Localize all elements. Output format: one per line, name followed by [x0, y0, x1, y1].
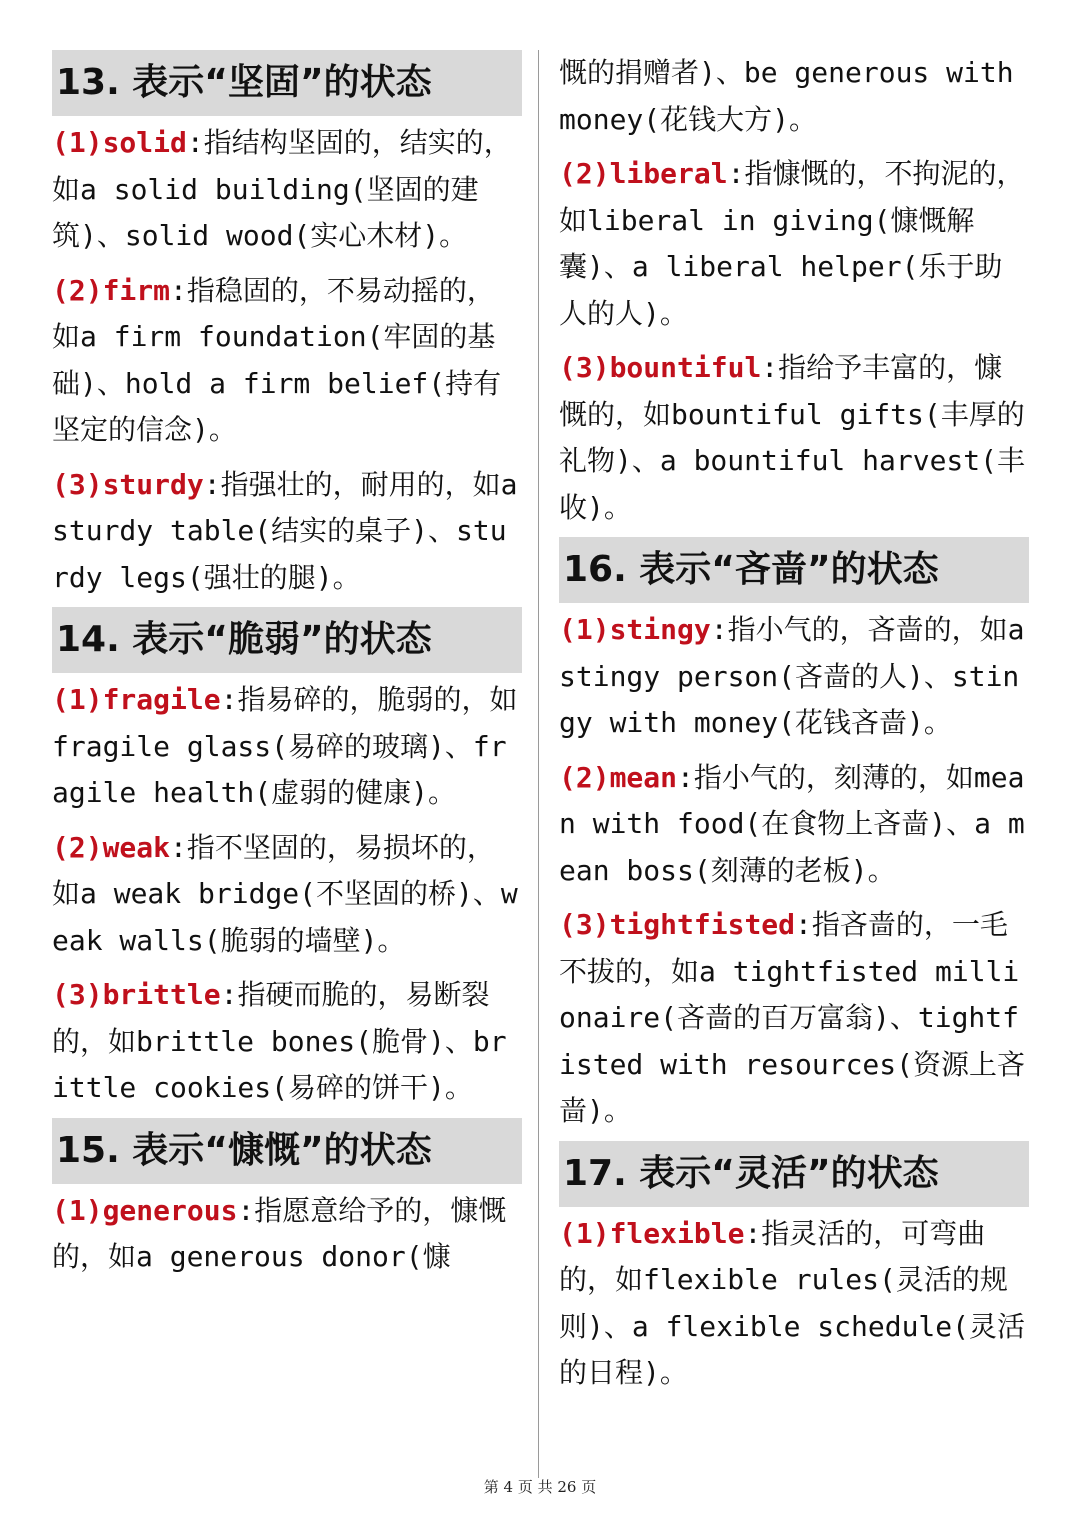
entry-number: (1) — [52, 1193, 103, 1227]
entry-number: (1) — [559, 1216, 610, 1250]
entry-definition: :指硬而脆的，易断裂的，如brittle bones(脆骨)、brittle cookies(易碎的饼干)。 — [52, 978, 507, 1104]
vocab-entry — [52, 462, 522, 602]
entry-definition: :指给予丰富的，慷慨的，如bountiful gifts(丰厚的礼物)、a bountiful harvest(丰收)。 — [559, 351, 1026, 524]
vocab-entry — [559, 607, 1029, 747]
entry-definition: :指小气的，刻薄的，如mean with food(在食物上吝啬)、a mean boss(刻薄的老板)。 — [559, 760, 1025, 887]
vocab-word — [52, 978, 221, 1011]
entry-definition: :指结构坚固的，结实的，如a solid building(坚固的建筑)、solid wood(实心木材)。 — [52, 126, 512, 252]
entry-number: (2) — [52, 273, 103, 307]
entry-number: (3) — [559, 908, 610, 941]
section-heading: 17. 表示“灵活”的状态 — [559, 1141, 1029, 1207]
entry-number: (1) — [52, 683, 103, 716]
vocab-word — [52, 683, 221, 716]
entry-word: weak — [102, 830, 171, 864]
vocab-word — [52, 831, 170, 864]
entry-definition: :指强壮的，耐用的，如a sturdy table(结实的桌子)、sturdy legs(强壮的腿)。 — [52, 467, 518, 594]
entry-word: mean — [609, 760, 678, 794]
section-heading: 16. 表示“吝啬”的状态 — [559, 537, 1029, 603]
vocab-word — [559, 908, 795, 941]
entry-word: brittle — [102, 978, 221, 1011]
vocab-entry — [52, 677, 522, 817]
entry-definition: :指慷慨的，不拘泥的，如liberal in giving(慷慨解囊)、a liberal helper(乐于助人的人)。 — [559, 157, 1025, 330]
entry-number: (3) — [52, 467, 103, 501]
vocab-entry — [52, 120, 522, 260]
entry-word: firm — [102, 273, 171, 307]
section-heading: 14. 表示“脆弱”的状态 — [52, 607, 522, 673]
entry-word: flexible — [609, 1216, 745, 1250]
vocab-word — [559, 1217, 744, 1250]
entry-number: (1) — [559, 613, 610, 646]
entry-number: (3) — [559, 351, 610, 384]
entry-word: sturdy — [102, 467, 204, 501]
entry-definition: :指不坚固的，易损坏的，如a weak bridge(不坚固的桥)、weak walls(脆弱的墙壁)。 — [52, 830, 518, 957]
entry-definition: :指灵活的，可弯曲的，如flexible rules(灵活的规则)、a flexible schedule(灵活的日程)。 — [559, 1216, 1026, 1389]
section-heading: 13. 表示“坚固”的状态 — [52, 50, 522, 116]
section-heading: 15. 表示“慷慨”的状态 — [52, 1118, 522, 1184]
entry-number: (2) — [559, 157, 610, 190]
entry-definition: :指愿意给予的，慷慨的，如a generous donor(慷 — [52, 1193, 507, 1273]
entry-definition: 慨的捐赠者)、be generous with money(花钱大方)。 — [559, 56, 1014, 136]
vocab-entry — [559, 345, 1029, 531]
entry-word: tightfisted — [609, 908, 796, 941]
entry-definition: :指稳固的，不易动摇的，如a firm foundation(牢固的基础)、hold a firm belief(持有坚定的信念)。 — [52, 273, 502, 446]
vocab-word — [52, 1194, 237, 1227]
vocab-word — [52, 126, 187, 159]
column-divider — [538, 50, 539, 1478]
vocab-word — [559, 613, 711, 646]
entry-definition: :指吝啬的，一毛不拔的，如a tightfisted millionaire(吝啬的百万富翁)、tightfisted with resources(资源上吝啬)。 — [559, 908, 1026, 1127]
entry-definition: :指易碎的，脆弱的，如fragile glass(易碎的玻璃)、fragile health(虚弱的健康)。 — [52, 683, 518, 809]
vocab-entry — [52, 825, 522, 965]
entry-word: stingy — [609, 613, 711, 646]
entry-word: fragile — [102, 683, 221, 716]
right-column — [559, 50, 1029, 1397]
vocab-entry — [559, 151, 1029, 337]
vocab-word — [559, 761, 677, 794]
vocab-entry — [559, 50, 1029, 143]
entry-number: (3) — [52, 978, 103, 1011]
vocab-word — [52, 274, 170, 307]
vocab-entry — [52, 1188, 522, 1281]
vocab-word — [559, 157, 728, 190]
entry-number: (2) — [52, 830, 103, 864]
vocab-entry — [559, 755, 1029, 895]
entry-word: generous — [102, 1193, 238, 1227]
vocab-word — [559, 351, 761, 384]
entry-number: (2) — [559, 760, 610, 794]
vocab-entry — [559, 902, 1029, 1135]
entry-word: liberal — [609, 157, 728, 190]
vocab-word — [52, 468, 204, 501]
entry-word: bountiful — [609, 351, 762, 384]
left-column — [52, 50, 522, 1281]
entry-definition: :指小气的，吝啬的，如a stingy person(吝啬的人)、stingy with money(花钱吝啬)。 — [559, 613, 1025, 739]
entry-number: (1) — [52, 126, 103, 159]
vocab-entry — [559, 1211, 1029, 1397]
vocab-entry — [52, 268, 522, 454]
page-footer: 第 4 页 共 26 页 — [483, 1478, 597, 1496]
entry-word: solid — [102, 126, 187, 159]
vocab-entry — [52, 972, 522, 1112]
